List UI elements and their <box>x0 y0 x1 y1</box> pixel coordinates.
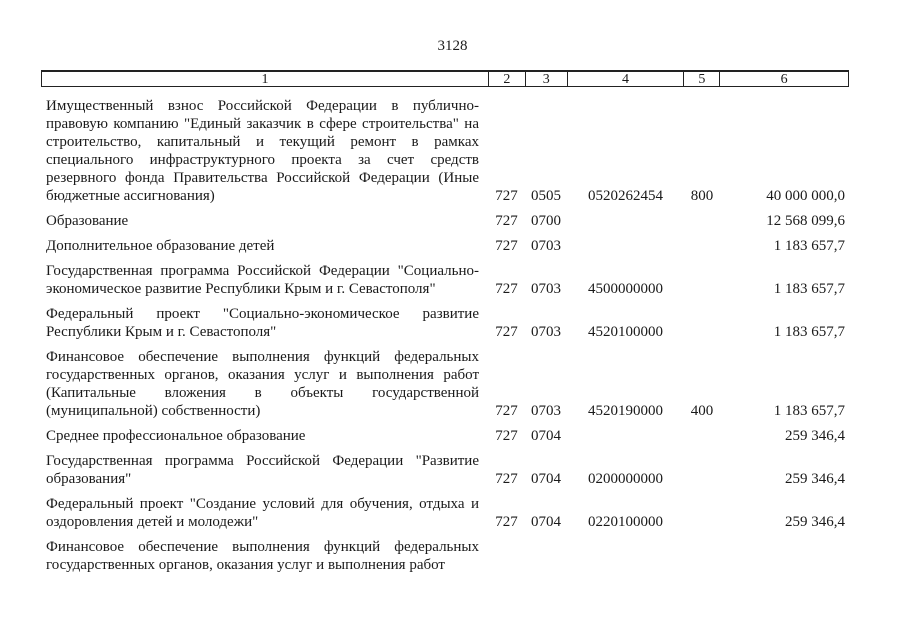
table-body <box>41 97 849 574</box>
row-gr: 727 <box>495 188 518 204</box>
row-sum: 259 346,4 <box>785 514 845 530</box>
row-gr: 727 <box>495 238 518 254</box>
table-row <box>41 237 849 255</box>
row-gr: 727 <box>495 428 518 444</box>
row-rz: 0704 <box>531 514 561 530</box>
row-rz: 0704 <box>531 471 561 487</box>
table-row <box>41 97 849 205</box>
page-number: 3128 <box>437 38 468 54</box>
row-name: Финансовое обеспечение выполнения функций федеральных государственных органов, оказания услуг и выполнения работ (Капитальные вложения в объекты государственной (муниципальной) собственности) <box>46 349 479 419</box>
row-csr: 4520190000 <box>588 403 663 419</box>
table-row <box>41 212 849 230</box>
row-sum: 1 183 657,7 <box>773 403 845 419</box>
header-col-2: 2 <box>488 72 525 86</box>
row-gr: 727 <box>495 514 518 530</box>
table-row <box>41 305 849 341</box>
row-name: Федеральный проект "Социально-экономическое развитие Республики Крым и г. Севастополя" <box>46 306 479 340</box>
row-rz: 0505 <box>531 188 561 204</box>
row-sum: 12 568 099,6 <box>766 213 845 229</box>
header-col-6: 6 <box>719 72 848 86</box>
row-gr: 727 <box>495 471 518 487</box>
row-rz: 0703 <box>531 403 561 419</box>
row-name: Образование <box>46 213 129 229</box>
row-vr: 400 <box>690 403 714 419</box>
table-row <box>41 427 849 445</box>
row-name: Государственная программа Российской Федерации "Социально-экономическое развитие Республики Крым и г. Севастополя" <box>46 263 479 297</box>
row-csr: 0520262454 <box>588 188 663 204</box>
row-csr: 4520100000 <box>588 324 663 340</box>
table-row <box>41 495 849 531</box>
header-col-5: 5 <box>683 72 719 86</box>
row-rz: 0703 <box>531 281 561 297</box>
header-col-1: 1 <box>261 72 269 87</box>
row-gr: 727 <box>495 324 518 340</box>
row-name: Государственная программа Российской Федерации "Развитие образования" <box>46 453 479 487</box>
row-rz: 0703 <box>531 324 561 340</box>
row-gr: 727 <box>495 403 518 419</box>
table-row <box>41 348 849 420</box>
row-rz: 0704 <box>531 428 561 444</box>
row-sum: 1 183 657,7 <box>773 324 845 340</box>
row-name: Имущественный взнос Российской Федерации в публично-правовую компанию "Единый заказчик в сфере строительства" на строительство, капитальный и текущий ремонт в рамках специального инфраструктурного проекта за счет средств резервного фонда Правительства Российской Федерации (Иные бюджетные ассигнования) <box>46 98 479 204</box>
budget-table <box>41 70 849 581</box>
table-row <box>41 538 849 574</box>
row-sum: 1 183 657,7 <box>773 238 845 254</box>
row-sum: 1 183 657,7 <box>773 281 845 297</box>
row-name: Финансовое обеспечение выполнения функций федеральных государственных органов, оказания услуг и выполнения работ <box>46 539 479 573</box>
header-col-4: 4 <box>567 72 684 86</box>
row-csr: 0200000000 <box>588 471 663 487</box>
row-name: Дополнительное образование детей <box>46 238 275 254</box>
row-name: Федеральный проект "Создание условий для обучения, отдыха и оздоровления детей и молодежи" <box>46 496 479 530</box>
header-col-3: 3 <box>525 72 567 86</box>
row-gr: 727 <box>495 213 518 229</box>
row-vr: 800 <box>690 188 714 204</box>
row-name: Среднее профессиональное образование <box>46 428 306 444</box>
table-header <box>41 70 849 87</box>
row-csr: 0220100000 <box>588 514 663 530</box>
row-rz: 0700 <box>531 213 561 229</box>
row-sum: 259 346,4 <box>785 471 845 487</box>
table-row <box>41 452 849 488</box>
table-row <box>41 262 849 298</box>
row-csr: 4500000000 <box>588 281 663 297</box>
row-sum: 40 000 000,0 <box>766 188 845 204</box>
row-rz: 0703 <box>531 238 561 254</box>
row-gr: 727 <box>495 281 518 297</box>
row-sum: 259 346,4 <box>785 428 845 444</box>
